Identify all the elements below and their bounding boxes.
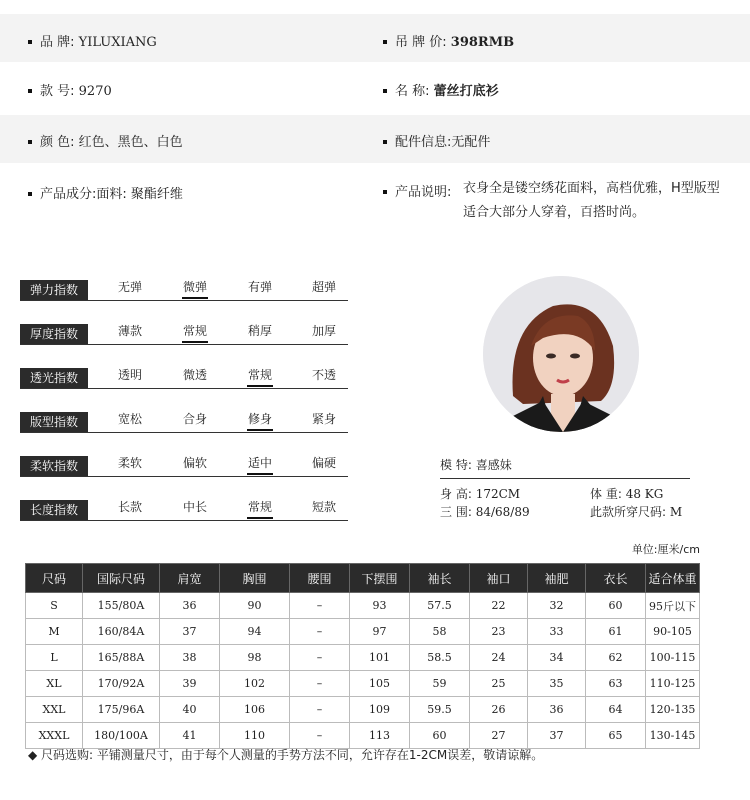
size-cell: 58 bbox=[410, 619, 470, 645]
size-header-cell: 袖口 bbox=[470, 564, 528, 593]
size-cell: 36 bbox=[528, 697, 586, 723]
size-cell: XXXL bbox=[26, 723, 83, 749]
price-label: 吊 牌 价: bbox=[395, 35, 447, 50]
size-cell: – bbox=[290, 697, 350, 723]
scale-option: 有弹 bbox=[247, 280, 272, 294]
size-cell: 38 bbox=[160, 645, 220, 671]
scale-option: 稍厚 bbox=[247, 324, 272, 338]
size-header-cell: 下摆围 bbox=[350, 564, 410, 593]
bullet-icon bbox=[383, 89, 387, 93]
size-cell: 24 bbox=[470, 645, 528, 671]
size-cell: 175/96A bbox=[83, 697, 160, 723]
brand-label: 品 牌: bbox=[40, 35, 75, 50]
size-cell: 94 bbox=[220, 619, 290, 645]
size-cell: 62 bbox=[586, 645, 646, 671]
bullet-icon bbox=[28, 140, 32, 144]
desc-label: 产品说明: bbox=[395, 185, 452, 200]
scale-option-selected: 常规 bbox=[240, 368, 280, 382]
scale-option: 无弹 bbox=[117, 280, 142, 294]
size-cell: 40 bbox=[160, 697, 220, 723]
price-value: 398RMB bbox=[450, 35, 515, 50]
scale-option: 偏硬 bbox=[311, 456, 336, 470]
scale-option: 透明 bbox=[117, 368, 142, 382]
size-cell: 95斤以下 bbox=[646, 593, 700, 619]
accessory-value: 无配件 bbox=[451, 135, 491, 150]
scale-option-selected: 适中 bbox=[240, 456, 280, 470]
scale-option: 柔软 bbox=[117, 456, 142, 470]
size-cell: 23 bbox=[470, 619, 528, 645]
size-cell: 57.5 bbox=[410, 593, 470, 619]
size-header-cell: 肩宽 bbox=[160, 564, 220, 593]
size-cell: L bbox=[26, 645, 83, 671]
size-cell: 90 bbox=[220, 593, 290, 619]
size-cell: 25 bbox=[470, 671, 528, 697]
bullet-icon bbox=[383, 140, 387, 144]
size-cell: – bbox=[290, 619, 350, 645]
size-cell: 37 bbox=[528, 723, 586, 749]
scale-option: 宽松 bbox=[117, 412, 142, 426]
scale-option-selected: 常规 bbox=[240, 500, 280, 514]
scale-label: 厚度指数 bbox=[20, 324, 88, 344]
style-label: 款 号: bbox=[40, 84, 75, 99]
size-cell: – bbox=[290, 645, 350, 671]
model-height-label: 身 高: bbox=[440, 487, 472, 501]
size-header-cell: 衣长 bbox=[586, 564, 646, 593]
scale-option: 超弹 bbox=[311, 280, 336, 294]
desc-value: 衣身全是镂空绣花面料，高档优雅，H型版型适合大部分人穿着，百搭时尚。 bbox=[463, 181, 720, 220]
model-weight-row bbox=[590, 485, 663, 502]
size-cell: 32 bbox=[528, 593, 586, 619]
model-measure-value: 84/68/89 bbox=[475, 505, 530, 519]
scale-option: 不透 bbox=[311, 368, 336, 382]
table-row bbox=[26, 723, 700, 749]
size-cell: 165/88A bbox=[83, 645, 160, 671]
description-row bbox=[383, 181, 451, 200]
scale-option: 合身 bbox=[182, 412, 207, 426]
scale-label: 长度指数 bbox=[20, 500, 88, 520]
size-cell: – bbox=[290, 723, 350, 749]
name-row bbox=[383, 80, 499, 99]
size-header-cell: 胸围 bbox=[220, 564, 290, 593]
size-cell: 34 bbox=[528, 645, 586, 671]
size-cell: 100-115 bbox=[646, 645, 700, 671]
accessory-label: 配件信息: bbox=[395, 135, 452, 150]
brand-row bbox=[28, 31, 157, 50]
size-cell: 59.5 bbox=[410, 697, 470, 723]
size-cell: 109 bbox=[350, 697, 410, 723]
style-row bbox=[28, 80, 112, 99]
size-cell: 64 bbox=[586, 697, 646, 723]
size-cell: XXL bbox=[26, 697, 83, 723]
size-cell: 65 bbox=[586, 723, 646, 749]
size-cell: 36 bbox=[160, 593, 220, 619]
bullet-icon bbox=[383, 190, 387, 194]
model-portrait-image bbox=[483, 276, 639, 432]
model-name-label: 模 特: bbox=[440, 458, 472, 472]
size-cell: 58.5 bbox=[410, 645, 470, 671]
scale-option-selected: 修身 bbox=[240, 412, 280, 426]
scale-option: 偏软 bbox=[182, 456, 207, 470]
size-cell: XL bbox=[26, 671, 83, 697]
scale-option: 加厚 bbox=[311, 324, 336, 338]
size-cell: 106 bbox=[220, 697, 290, 723]
model-divider bbox=[440, 478, 690, 479]
color-row bbox=[28, 131, 183, 150]
composition-value: 面料: 聚酯纤维 bbox=[96, 187, 183, 202]
name-value: 蕾丝打底衫 bbox=[433, 84, 499, 99]
size-cell: 120-135 bbox=[646, 697, 700, 723]
scale-row bbox=[20, 496, 348, 521]
model-weight-label: 体 重: bbox=[590, 487, 622, 501]
size-cell: M bbox=[26, 619, 83, 645]
size-cell: 105 bbox=[350, 671, 410, 697]
size-header-cell: 国际尺码 bbox=[83, 564, 160, 593]
model-portrait bbox=[483, 276, 639, 432]
composition-row bbox=[28, 183, 183, 202]
scale-option: 薄款 bbox=[117, 324, 142, 338]
scale-option: 微透 bbox=[182, 368, 207, 382]
model-measure-row bbox=[440, 503, 530, 520]
model-name-row bbox=[440, 456, 512, 473]
model-size-row bbox=[590, 503, 682, 520]
size-cell: 130-145 bbox=[646, 723, 700, 749]
size-header-cell: 袖肥 bbox=[528, 564, 586, 593]
size-cell: 93 bbox=[350, 593, 410, 619]
size-cell: 63 bbox=[586, 671, 646, 697]
scale-option-selected: 微弹 bbox=[175, 280, 215, 294]
table-row bbox=[26, 671, 700, 697]
brand-value: YILUXIANG bbox=[78, 35, 157, 50]
bullet-icon bbox=[383, 40, 387, 44]
table-row bbox=[26, 697, 700, 723]
size-cell: 35 bbox=[528, 671, 586, 697]
size-cell: 27 bbox=[470, 723, 528, 749]
scale-row bbox=[20, 276, 348, 301]
scale-label: 柔软指数 bbox=[20, 456, 88, 476]
size-cell: 160/84A bbox=[83, 619, 160, 645]
model-weight-value: 48 KG bbox=[625, 487, 664, 501]
size-cell: 97 bbox=[350, 619, 410, 645]
scale-row bbox=[20, 452, 348, 477]
table-row bbox=[26, 619, 700, 645]
price-row bbox=[383, 31, 514, 50]
composition-label: 产品成分: bbox=[40, 187, 97, 202]
size-header-cell: 尺码 bbox=[26, 564, 83, 593]
size-cell: 33 bbox=[528, 619, 586, 645]
size-header-cell: 腰围 bbox=[290, 564, 350, 593]
size-table-body bbox=[26, 593, 700, 749]
size-cell: 39 bbox=[160, 671, 220, 697]
model-measure-label: 三 围: bbox=[440, 505, 472, 519]
table-row bbox=[26, 593, 700, 619]
size-cell: 180/100A bbox=[83, 723, 160, 749]
size-note: ◆ 尺码选购: 平铺测量尺寸，由于每个人测量的手势方法不同，允许存在1-2CM误差，敬请谅解。 bbox=[28, 748, 544, 762]
color-value: 红色、黑色、白色 bbox=[78, 135, 183, 150]
scale-label: 版型指数 bbox=[20, 412, 88, 432]
size-cell: – bbox=[290, 671, 350, 697]
size-cell: 59 bbox=[410, 671, 470, 697]
size-header-cell: 适合体重 bbox=[646, 564, 700, 593]
size-cell: 170/92A bbox=[83, 671, 160, 697]
size-cell: 60 bbox=[410, 723, 470, 749]
size-cell: 61 bbox=[586, 619, 646, 645]
size-cell: S bbox=[26, 593, 83, 619]
size-cell: 90-105 bbox=[646, 619, 700, 645]
scale-label: 透光指数 bbox=[20, 368, 88, 388]
scale-option: 中长 bbox=[182, 500, 207, 514]
scale-row bbox=[20, 408, 348, 433]
size-cell: 155/80A bbox=[83, 593, 160, 619]
color-label: 颜 色: bbox=[40, 135, 75, 150]
size-cell: 98 bbox=[220, 645, 290, 671]
size-cell: 60 bbox=[586, 593, 646, 619]
size-cell: 110 bbox=[220, 723, 290, 749]
scale-label: 弹力指数 bbox=[20, 280, 88, 300]
size-cell: 101 bbox=[350, 645, 410, 671]
model-size-label: 此款所穿尺码: bbox=[590, 505, 667, 519]
accessory-row bbox=[383, 131, 490, 150]
size-table-header bbox=[26, 564, 700, 593]
scale-option: 短款 bbox=[311, 500, 336, 514]
size-cell: 110-125 bbox=[646, 671, 700, 697]
scale-row bbox=[20, 320, 348, 345]
model-height-row bbox=[440, 485, 520, 502]
size-header-cell: 袖长 bbox=[410, 564, 470, 593]
size-cell: 113 bbox=[350, 723, 410, 749]
model-size-value: M bbox=[669, 505, 683, 519]
scale-row bbox=[20, 364, 348, 389]
name-label: 名 称: bbox=[395, 84, 430, 99]
size-cell: 102 bbox=[220, 671, 290, 697]
size-cell: – bbox=[290, 593, 350, 619]
model-height-value: 172CM bbox=[475, 487, 521, 501]
scale-option: 长款 bbox=[117, 500, 142, 514]
size-cell: 22 bbox=[470, 593, 528, 619]
style-value: 9270 bbox=[78, 84, 112, 99]
size-cell: 26 bbox=[470, 697, 528, 723]
size-table bbox=[25, 563, 700, 749]
size-cell: 37 bbox=[160, 619, 220, 645]
table-row bbox=[26, 645, 700, 671]
scale-option: 紧身 bbox=[311, 412, 336, 426]
scale-option-selected: 常规 bbox=[175, 324, 215, 338]
bullet-icon bbox=[28, 89, 32, 93]
bullet-icon bbox=[28, 40, 32, 44]
size-cell: 41 bbox=[160, 723, 220, 749]
model-name-value: 喜感妹 bbox=[475, 458, 512, 472]
bullet-icon bbox=[28, 192, 32, 196]
unit-label: 单位:厘米/cm bbox=[631, 543, 700, 556]
